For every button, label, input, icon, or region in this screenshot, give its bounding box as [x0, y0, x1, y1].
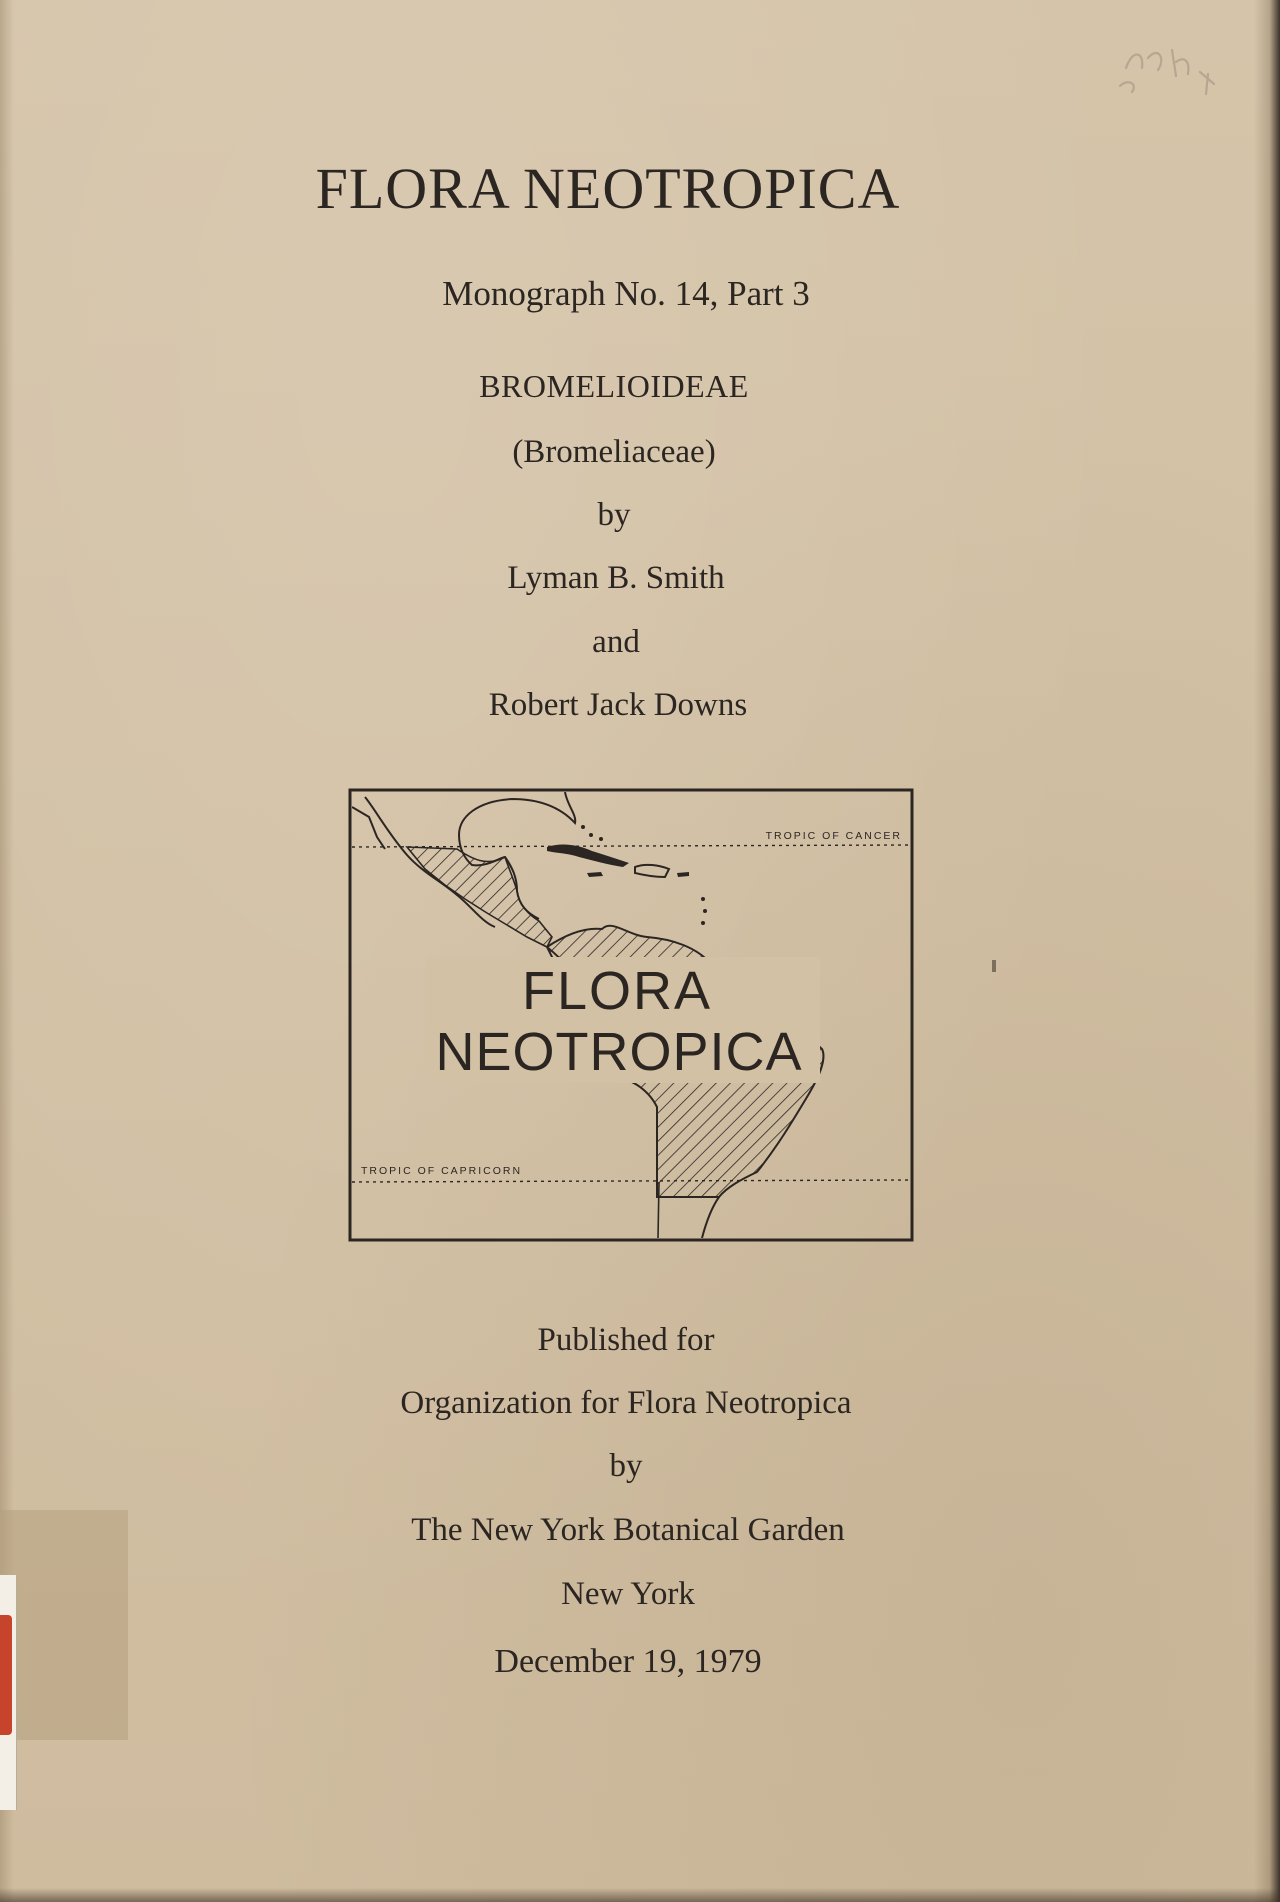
southern-cone-coast [702, 1197, 719, 1238]
subfamily-title: BROMELIOIDEAE [479, 368, 749, 404]
baja-coast [352, 807, 385, 849]
and-text: and [592, 624, 640, 660]
author-name-second: Robert Jack Downs [488, 687, 748, 723]
antilles-dot-3 [701, 921, 705, 925]
publisher-name: The New York Botanical Garden [411, 1512, 845, 1548]
tropic-capricorn-label: TROPIC OF CAPRICORN [361, 1165, 523, 1177]
by-text: by [597, 497, 631, 533]
jamaica-island [587, 872, 603, 877]
author-name: Lyman B. Smith [507, 560, 725, 596]
organization-name: Organization for Flora Neotropica [400, 1385, 852, 1421]
antilles-dot-1 [701, 897, 705, 901]
chile-border [658, 1182, 659, 1238]
puerto-rico-island [677, 872, 689, 877]
published-for-text: Published for [537, 1322, 715, 1358]
pencil-mark [1118, 28, 1228, 98]
bahamas-dot-2 [589, 833, 593, 837]
series-title: FLORA NEOTROPICA [315, 156, 901, 221]
sticker-residue [0, 1510, 128, 1740]
cuba-island [547, 844, 629, 867]
paper-speck [992, 960, 996, 972]
tropic-cancer-label: TROPIC OF CANCER [765, 830, 902, 842]
page-edge-bottom [0, 1888, 1280, 1902]
logo-line-neotropica: NEOTROPICA [435, 1022, 803, 1082]
bahamas-dot-3 [599, 837, 603, 841]
bahamas-dot-1 [581, 825, 585, 829]
neotropics-map [347, 787, 915, 1243]
antilles-dot-2 [703, 909, 707, 913]
tropic-cancer-line [352, 845, 910, 847]
hispaniola-island [635, 865, 669, 877]
by-text-publisher: by [609, 1448, 643, 1484]
family-name: (Bromeliaceae) [512, 434, 716, 470]
library-label-red-mark [0, 1615, 12, 1735]
central-america-range [407, 847, 552, 947]
monograph-number: Monograph No. 14, Part 3 [442, 274, 810, 313]
tropic-capricorn-line [352, 1180, 910, 1182]
publisher-city: New York [561, 1576, 695, 1612]
page-edge-right [1254, 0, 1280, 1902]
publication-date: December 19, 1979 [494, 1643, 762, 1680]
logo-line-flora: FLORA [521, 961, 713, 1021]
